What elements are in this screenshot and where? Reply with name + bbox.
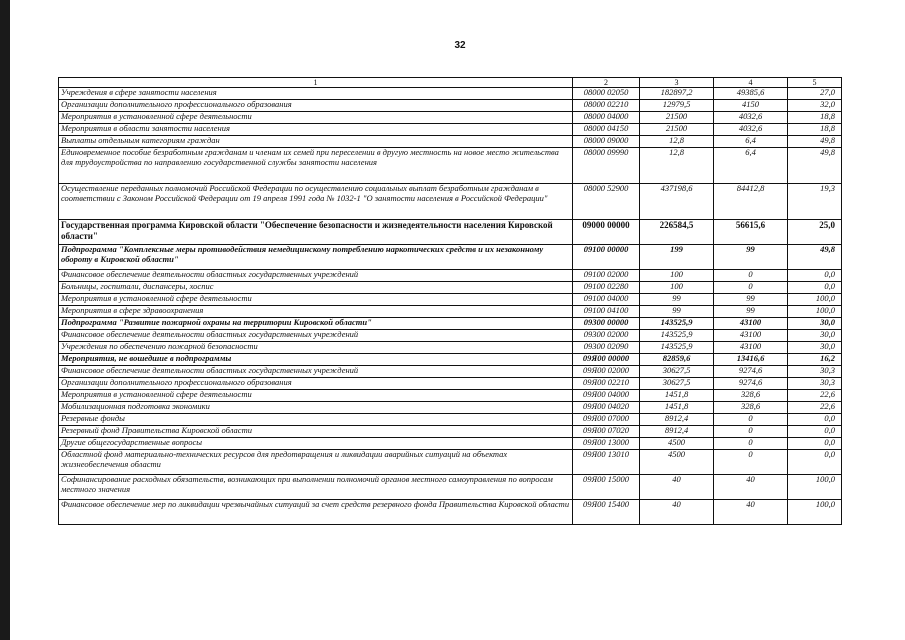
row-plan-cell: 82859,6 bbox=[640, 354, 714, 366]
row-plan-cell: 30627,5 bbox=[640, 378, 714, 390]
row-plan-cell: 8912,4 bbox=[640, 414, 714, 426]
row-name-cell: Подпрограмма "Развитие пожарной охраны на территории Кировской области" bbox=[59, 318, 573, 330]
table-body bbox=[59, 88, 842, 525]
row-name-cell: Резервные фонды bbox=[59, 414, 573, 426]
row-plan-cell: 143525,9 bbox=[640, 318, 714, 330]
row-name-cell: Учреждения по обеспечению пожарной безопасности bbox=[59, 342, 573, 354]
row-code-cell: 09300 02000 bbox=[573, 330, 640, 342]
table-row bbox=[59, 282, 842, 294]
table-row bbox=[59, 245, 842, 270]
table-row bbox=[59, 475, 842, 500]
row-code-cell: 09300 00000 bbox=[573, 318, 640, 330]
row-name-cell: Мероприятия в сфере здравоохранения bbox=[59, 306, 573, 318]
row-percent-cell: 0,0 bbox=[788, 450, 842, 475]
table-row bbox=[59, 220, 842, 245]
row-actual-cell: 56615,6 bbox=[714, 220, 788, 245]
row-percent-cell: 30,0 bbox=[788, 318, 842, 330]
row-actual-cell: 0 bbox=[714, 426, 788, 438]
row-plan-cell: 21500 bbox=[640, 112, 714, 124]
row-percent-cell: 49,8 bbox=[788, 245, 842, 270]
row-name-cell: Мероприятия в установленной сфере деятельности bbox=[59, 390, 573, 402]
row-percent-cell: 0,0 bbox=[788, 270, 842, 282]
row-code-cell: 09Я00 15000 bbox=[573, 475, 640, 500]
row-name-cell: Мероприятия в области занятости населения bbox=[59, 124, 573, 136]
row-actual-cell: 0 bbox=[714, 438, 788, 450]
row-name-cell: Единовременное пособие безработным гражданам и членам их семей при переселении в другую местность на новое место жительства для трудоустройства по направлению государственной службы занятости населения bbox=[59, 148, 573, 184]
table-row bbox=[59, 88, 842, 100]
row-code-cell: 09300 02090 bbox=[573, 342, 640, 354]
row-actual-cell: 99 bbox=[714, 294, 788, 306]
row-percent-cell: 0,0 bbox=[788, 438, 842, 450]
row-percent-cell: 100,0 bbox=[788, 294, 842, 306]
row-plan-cell: 182897,2 bbox=[640, 88, 714, 100]
row-code-cell: 09100 00000 bbox=[573, 245, 640, 270]
row-name-cell: Резервный фонд Правительства Кировской области bbox=[59, 426, 573, 438]
table-row bbox=[59, 378, 842, 390]
row-plan-cell: 12,8 bbox=[640, 148, 714, 184]
row-code-cell: 08000 09000 bbox=[573, 136, 640, 148]
row-actual-cell: 40 bbox=[714, 500, 788, 525]
header-cell: 5 bbox=[788, 78, 842, 88]
row-actual-cell: 84412,8 bbox=[714, 184, 788, 220]
row-name-cell: Финансовое обеспечение мер по ликвидации чрезвычайных ситуаций за счет средств резервного фонда Правительства Кировской области bbox=[59, 500, 573, 525]
row-percent-cell: 100,0 bbox=[788, 306, 842, 318]
row-code-cell: 09100 04000 bbox=[573, 294, 640, 306]
row-code-cell: 09Я00 13000 bbox=[573, 438, 640, 450]
table-row bbox=[59, 330, 842, 342]
header-cell: 2 bbox=[573, 78, 640, 88]
row-plan-cell: 100 bbox=[640, 282, 714, 294]
row-code-cell: 09Я00 04020 bbox=[573, 402, 640, 414]
row-percent-cell: 25,0 bbox=[788, 220, 842, 245]
row-name-cell: Финансовое обеспечение деятельности областных государственных учреждений bbox=[59, 330, 573, 342]
row-name-cell: Софинансирование расходных обязательств, возникающих при выполнении полномочий органов местного самоуправления по вопросам местного значения bbox=[59, 475, 573, 500]
row-name-cell: Осуществление переданных полномочий Российской Федерации по осуществлению социальных выплат безработным гражданам в соответствии с Законом Российской Федерации от 19 апреля 1991 года № 1032-1 "О занятости населения в Российской Федерации" bbox=[59, 184, 573, 220]
row-actual-cell: 6,4 bbox=[714, 136, 788, 148]
row-plan-cell: 99 bbox=[640, 306, 714, 318]
row-plan-cell: 40 bbox=[640, 500, 714, 525]
row-plan-cell: 8912,4 bbox=[640, 426, 714, 438]
table-row bbox=[59, 136, 842, 148]
row-plan-cell: 4500 bbox=[640, 438, 714, 450]
row-name-cell: Мероприятия в установленной сфере деятельности bbox=[59, 112, 573, 124]
table-row bbox=[59, 124, 842, 136]
table-row bbox=[59, 450, 842, 475]
row-code-cell: 09Я00 02210 bbox=[573, 378, 640, 390]
row-plan-cell: 99 bbox=[640, 294, 714, 306]
row-actual-cell: 6,4 bbox=[714, 148, 788, 184]
row-name-cell: Государственная программа Кировской области "Обеспечение безопасности и жизнедеятельности населения Кировской области" bbox=[59, 220, 573, 245]
row-plan-cell: 4500 bbox=[640, 450, 714, 475]
row-name-cell: Финансовое обеспечение деятельности областных государственных учреждений bbox=[59, 270, 573, 282]
row-code-cell: 09000 00000 bbox=[573, 220, 640, 245]
row-actual-cell: 4032,6 bbox=[714, 112, 788, 124]
row-percent-cell: 22,6 bbox=[788, 402, 842, 414]
row-actual-cell: 0 bbox=[714, 282, 788, 294]
row-name-cell: Выплаты отдельным категориям граждан bbox=[59, 136, 573, 148]
row-plan-cell: 100 bbox=[640, 270, 714, 282]
row-percent-cell: 30,3 bbox=[788, 366, 842, 378]
row-plan-cell: 21500 bbox=[640, 124, 714, 136]
table-row bbox=[59, 100, 842, 112]
row-plan-cell: 12,8 bbox=[640, 136, 714, 148]
row-code-cell: 08000 09990 bbox=[573, 148, 640, 184]
row-percent-cell: 18,8 bbox=[788, 124, 842, 136]
row-actual-cell: 4150 bbox=[714, 100, 788, 112]
row-percent-cell: 22,6 bbox=[788, 390, 842, 402]
row-plan-cell: 30627,5 bbox=[640, 366, 714, 378]
row-actual-cell: 43100 bbox=[714, 330, 788, 342]
row-name-cell: Подпрограмма "Комплексные меры противодействия немедицинскому потреблению наркотических средств и их незаконному обороту в Кировской области" bbox=[59, 245, 573, 270]
row-plan-cell: 143525,9 bbox=[640, 330, 714, 342]
row-actual-cell: 0 bbox=[714, 270, 788, 282]
table-row bbox=[59, 184, 842, 220]
row-plan-cell: 40 bbox=[640, 475, 714, 500]
row-code-cell: 09Я00 04000 bbox=[573, 390, 640, 402]
row-plan-cell: 437198,6 bbox=[640, 184, 714, 220]
row-percent-cell: 16,2 bbox=[788, 354, 842, 366]
row-percent-cell: 19,3 bbox=[788, 184, 842, 220]
row-percent-cell: 100,0 bbox=[788, 500, 842, 525]
row-code-cell: 09Я00 15400 bbox=[573, 500, 640, 525]
table-row bbox=[59, 306, 842, 318]
row-percent-cell: 18,8 bbox=[788, 112, 842, 124]
table-row bbox=[59, 294, 842, 306]
row-code-cell: 09Я00 07000 bbox=[573, 414, 640, 426]
table-row bbox=[59, 366, 842, 378]
row-name-cell: Мероприятия, не вошедшие в подпрограммы bbox=[59, 354, 573, 366]
row-code-cell: 09Я00 00000 bbox=[573, 354, 640, 366]
scan-dark-edge bbox=[0, 0, 10, 640]
row-code-cell: 09100 02000 bbox=[573, 270, 640, 282]
row-percent-cell: 0,0 bbox=[788, 282, 842, 294]
row-code-cell: 08000 52900 bbox=[573, 184, 640, 220]
row-name-cell: Организации дополнительного профессионального образования bbox=[59, 378, 573, 390]
row-percent-cell: 0,0 bbox=[788, 426, 842, 438]
row-percent-cell: 30,3 bbox=[788, 378, 842, 390]
header-cell: 4 bbox=[714, 78, 788, 88]
row-name-cell: Другие общегосударственные вопросы bbox=[59, 438, 573, 450]
row-actual-cell: 0 bbox=[714, 414, 788, 426]
row-name-cell: Финансовое обеспечение деятельности областных государственных учреждений bbox=[59, 366, 573, 378]
row-actual-cell: 328,6 bbox=[714, 390, 788, 402]
row-percent-cell: 0,0 bbox=[788, 414, 842, 426]
table-row bbox=[59, 148, 842, 184]
row-actual-cell: 9274,6 bbox=[714, 378, 788, 390]
row-percent-cell: 49,8 bbox=[788, 148, 842, 184]
row-name-cell: Учреждения в сфере занятости населения bbox=[59, 88, 573, 100]
row-plan-cell: 226584,5 bbox=[640, 220, 714, 245]
row-actual-cell: 0 bbox=[714, 450, 788, 475]
row-percent-cell: 49,8 bbox=[788, 136, 842, 148]
row-name-cell: Мероприятия в установленной сфере деятельности bbox=[59, 294, 573, 306]
header-cell: 3 bbox=[640, 78, 714, 88]
page-number: 32 bbox=[454, 40, 466, 51]
row-code-cell: 08000 02210 bbox=[573, 100, 640, 112]
row-plan-cell: 12979,5 bbox=[640, 100, 714, 112]
row-actual-cell: 4032,6 bbox=[714, 124, 788, 136]
row-code-cell: 09100 04100 bbox=[573, 306, 640, 318]
header-cell: 1 bbox=[59, 78, 573, 88]
row-actual-cell: 43100 bbox=[714, 342, 788, 354]
row-plan-cell: 1451,8 bbox=[640, 390, 714, 402]
row-code-cell: 08000 04000 bbox=[573, 112, 640, 124]
row-actual-cell: 9274,6 bbox=[714, 366, 788, 378]
row-code-cell: 09Я00 13010 bbox=[573, 450, 640, 475]
table-row bbox=[59, 402, 842, 414]
table-row bbox=[59, 414, 842, 426]
row-name-cell: Организации дополнительного профессионального образования bbox=[59, 100, 573, 112]
row-actual-cell: 13416,6 bbox=[714, 354, 788, 366]
row-plan-cell: 1451,8 bbox=[640, 402, 714, 414]
table-row bbox=[59, 112, 842, 124]
row-actual-cell: 43100 bbox=[714, 318, 788, 330]
table-row bbox=[59, 500, 842, 525]
table-row bbox=[59, 426, 842, 438]
row-code-cell: 08000 04150 bbox=[573, 124, 640, 136]
table-row bbox=[59, 390, 842, 402]
row-code-cell: 09100 02280 bbox=[573, 282, 640, 294]
row-plan-cell: 143525,9 bbox=[640, 342, 714, 354]
row-code-cell: 08000 02050 bbox=[573, 88, 640, 100]
row-code-cell: 09Я00 02000 bbox=[573, 366, 640, 378]
row-actual-cell: 99 bbox=[714, 306, 788, 318]
row-percent-cell: 27,0 bbox=[788, 88, 842, 100]
row-percent-cell: 30,0 bbox=[788, 330, 842, 342]
row-percent-cell: 100,0 bbox=[788, 475, 842, 500]
table-row bbox=[59, 438, 842, 450]
header-row bbox=[59, 78, 842, 88]
budget-table bbox=[58, 77, 842, 525]
row-percent-cell: 32,0 bbox=[788, 100, 842, 112]
row-name-cell: Больницы, госпитали, диспансеры, хоспис bbox=[59, 282, 573, 294]
row-percent-cell: 30,0 bbox=[788, 342, 842, 354]
row-code-cell: 09Я00 07020 bbox=[573, 426, 640, 438]
table-row bbox=[59, 318, 842, 330]
table-row bbox=[59, 354, 842, 366]
row-actual-cell: 99 bbox=[714, 245, 788, 270]
row-name-cell: Мобилизационная подготовка экономики bbox=[59, 402, 573, 414]
row-actual-cell: 328,6 bbox=[714, 402, 788, 414]
row-plan-cell: 199 bbox=[640, 245, 714, 270]
table-row bbox=[59, 270, 842, 282]
row-actual-cell: 49385,6 bbox=[714, 88, 788, 100]
row-actual-cell: 40 bbox=[714, 475, 788, 500]
row-name-cell: Областной фонд материально-технических ресурсов для предотвращения и ликвидации аварийных ситуаций на объектах жизнеобеспечения области bbox=[59, 450, 573, 475]
table-row bbox=[59, 342, 842, 354]
